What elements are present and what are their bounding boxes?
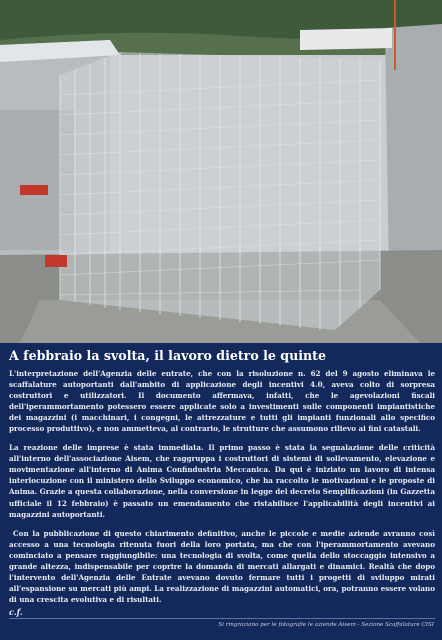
article-body bbox=[9, 368, 435, 613]
footer-divider bbox=[9, 618, 435, 619]
article-paragraph: La reazione delle imprese è stata immediata. Il primo passo è stata la segnalazione delle criticità all'interno dell'associazione Aisem, che raggruppa i costruttori di sistemi di sollevamento, elevazione e movimentazione all'interno di Anima Confindustria Meccanica. Da qui è iniziato un lavoro di intensa interlocuzione con il ministero dello Sviluppo economico, che ha raccolto le motivazioni e le proposte di Anima. Grazie a questa collaborazione, nella conversione in legge del decreto Semplificazioni (in Gazzetta ufficiale il 12 febbraio) è passato un emendamento che ristabilisce l'applicabilità degli incentivi ai magazzini autoportanti. bbox=[9, 443, 435, 519]
article-title: A febbraio la svolta, il lavoro dietro le quinte bbox=[9, 348, 327, 363]
photo-credits: Si ringraziano per le fotografie le aziende Aisem - Sezione Scaffalature CISI bbox=[218, 622, 434, 628]
author-signature: c.f. bbox=[9, 607, 23, 617]
article-paragraph: Con la pubblicazione di questo chiarimento definitivo, anche le piccole e medie aziende avranno così accesso a una tecnologia ritenuta fuori della loro portata, ma che con l'iperammortamento avevano cominciato a pensare raggiungibile: una tecnologia di svolta, come quella dello stoccaggio intensivo a grande altezza, indispensabile per coprire la domanda di mercati allargati e dinamici. Realtà che dopo l'intervento dell'Agenzia delle Entrate avevano dovuto fermare tutti i progetti di sviluppo mirati all'espansione su mercati più ampi. La realizzazione di magazzini automatici, ora, potranno essere volano di una crescita evolutiva e di risultati. bbox=[9, 528, 435, 604]
article-paragraph: L'interpretazione dell'Agenzia delle entrate, che con la risoluzione n. 62 del 9 agosto eliminava le scaffalature autoportanti dall'ambito di applicazione degli incentivi 4.0, aveva colto di sorpresa costruttori e utilizzatori. Il documento affermava, infatti, che le agevolazioni fiscali dell'iperammortamento potessero essere applicate solo a investimenti sulle componenti impiantistiche dei magazzini (i macchinari, i congegni, le attrezzature e tutti gli impianti funzionali allo specifico processo produttivo), e non ammetteva, al contrario, le strutture che assumono rilievo ai fini catastali. bbox=[9, 369, 435, 434]
